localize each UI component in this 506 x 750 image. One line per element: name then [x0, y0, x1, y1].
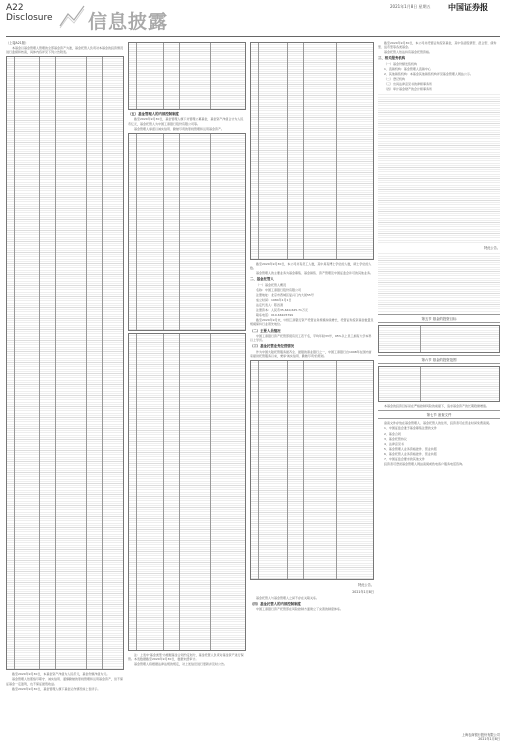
paragraph: 基金管理人承诺以诚实信用、勤勉尽责的原则管理和运用基金资产。 [134, 126, 225, 131]
table-column [210, 134, 245, 330]
fund-table-3 [250, 42, 374, 260]
table-column [251, 43, 258, 259]
table-column [163, 43, 179, 109]
table-column [163, 334, 179, 650]
paragraph: （一）基金份额发售机构 [384, 61, 418, 66]
paragraph: 联系电话：010-66105799 [256, 313, 294, 318]
section-heading: （五）基金管理人的内部控制制度 [128, 112, 179, 116]
section-heading: （四）基金托管人的内部控制制度 [250, 601, 301, 606]
fund-table-1 [6, 56, 124, 670]
section-heading: （二）主要人员情况 [250, 328, 281, 333]
closing-text: 特此公告。 [358, 582, 374, 587]
table-note: 注：上表中'基金类型'为根据基金合同约定划分，基金托管人负责对基金资产进行保管。本表数据截至2020年9月30日，数据未经审计。 [128, 652, 244, 661]
fund-table-2b [128, 133, 246, 331]
list-item: 1、中国证监会准予基金募集注册的文件 [384, 426, 437, 431]
header-divider [6, 36, 500, 37]
paragraph: 截至2020年9月30日，本公司共托管证券投资基金，其中包括股票型、混合型、债券型、货币型等各类基金。 [378, 41, 497, 50]
list-item: 4、法律意见书 [384, 441, 404, 446]
paragraph: 本基金的投资目标是在严格控制风险的前提下，追求基金资产的长期稳健增值。 [384, 404, 490, 409]
table-column [39, 57, 55, 669]
paragraph: 注册地址：北京市西城区复兴门内大街55号 [256, 292, 314, 297]
page-header [0, 0, 506, 40]
section-heading: 三、相关服务机构 [378, 56, 406, 61]
newspaper-name: 中国证券报 [448, 2, 488, 12]
paragraph: 成立时间：1984年1月1日 [256, 297, 292, 302]
table-column [379, 326, 420, 352]
table-column [336, 361, 373, 579]
section-english-name: Disclosure [6, 13, 53, 23]
column-2 [128, 40, 246, 730]
table-column [7, 57, 14, 669]
paragraph: 截至2020年9月末，中国工商银行资产托管业务规模持续增长，托管证券投资基金数量及规模保持行业领先地位。 [250, 318, 374, 327]
table-column [210, 43, 245, 109]
closing-text: 特此公告。 [484, 246, 500, 251]
section-title: 信息披露 [88, 11, 169, 33]
section-heading: （三）基金托管业务经营情况 [250, 344, 295, 349]
paragraph: （二）登记机构 [384, 76, 406, 81]
list-item: 6、基金托管人业务资格批件、营业执照 [384, 451, 437, 456]
table-column [420, 326, 499, 352]
info-table-4b [378, 366, 500, 402]
column-3 [250, 40, 374, 730]
box-title: 第六节 基金的投资范围 [378, 355, 500, 364]
paragraph: 中国工商银行资产托管部在风险控制方面建立了完善的制度体系。 [256, 607, 344, 612]
list-item: 5、基金管理人业务资格批件、营业执照 [384, 446, 437, 451]
table-column [163, 134, 179, 330]
table-column [179, 334, 211, 650]
paragraph: 投资者可登录基金管理人网站查阅或致电客户服务电话咨询。 [384, 462, 466, 467]
paragraph: 基金管理人将根据法律法规的规定，对上述信息进行更新并及时公告。 [134, 661, 228, 666]
section-heading: 二、基金托管人 [250, 277, 274, 282]
table-column [210, 334, 245, 650]
paragraph: 基金托管人与基金管理人之间不存在关联关系。 [256, 595, 320, 600]
section-code: A22 [6, 3, 24, 13]
table-column [129, 334, 136, 650]
table-column [287, 361, 303, 579]
table-column [136, 334, 164, 650]
list-item: 2、基金合同 [384, 431, 401, 436]
table-column [258, 43, 288, 259]
list-item: 7、中国证监会要求的其他文件 [384, 457, 425, 461]
table-column [379, 367, 420, 401]
paragraph: 名称：中国工商银行股份有限公司 [256, 287, 302, 292]
paragraph: 注册资本：人民币35,640,625.71万元 [256, 308, 308, 313]
fund-table-2a [128, 42, 246, 110]
paragraph: （三）出具法律意见书的律师事务所 [384, 82, 433, 87]
table-column [303, 361, 337, 579]
table-column [258, 361, 288, 579]
info-table-4a [378, 325, 500, 353]
list-item: 3、基金托管协议 [384, 436, 407, 441]
table-column [136, 43, 164, 109]
table-column [55, 57, 87, 669]
paragraph: 基金管理人的主要业务为基金募集、基金销售、资产管理及中国证监会许可的其他业务。 [256, 271, 374, 276]
column-4 [378, 40, 500, 730]
paragraph: 1、直销机构：基金管理人直销中心 [384, 66, 431, 71]
column-1 [6, 40, 124, 730]
table-column [179, 134, 211, 330]
section-logo-icon [58, 4, 86, 30]
paragraph: 截至2020年9月30日，本基金资产净值为人民币元，基金份额净值为元。 [12, 672, 110, 677]
paragraph: 中国工商银行资产托管部现有员工若干名，平均年龄33岁，95%以上员工拥有大学本科以上学历。 [250, 333, 372, 343]
footer-company: 上海农商银行股份有限公司 [461, 733, 500, 737]
table-column [129, 43, 136, 109]
paragraph: （四）审计基金财产的会计师事务所 [384, 87, 433, 92]
intro-paragraph: 本基金以基金管理人管理的全部基金资产为准，基金托管人负责对本基金的投资情况进行监督和核查，具体内容详见下列公告附表。 [6, 46, 124, 55]
box-title: 第七节 备查文件 [378, 410, 500, 419]
table-column [336, 43, 373, 259]
footer-signature [378, 733, 500, 741]
paragraph: 截至2020年9月30日，基金管理人旗下共管理公募基金，基金资产净值合计为人民币亿元，基金托管人为中国工商银行股份有限公司等。 [128, 117, 244, 126]
table-column [251, 361, 258, 579]
paragraph: 2、其他销售机构：本基金其他销售机构详见基金管理人网站公示。 [384, 71, 473, 76]
paragraph: 法定代表人：陈四清 [256, 303, 284, 308]
paragraph: 备查文件存放在基金管理人、基金托管人的住所，投资者可在营业时间免费查阅。 [384, 421, 493, 426]
text-block [378, 93, 500, 243]
table-column [287, 43, 303, 259]
table-column [86, 57, 102, 669]
paragraph: 基金托管人依法持有基金托管资格。 [384, 50, 433, 55]
text-block [378, 252, 500, 312]
table-column [136, 134, 164, 330]
footer-date: 2021年1月8日 [478, 737, 500, 741]
paragraph: 截至2020年9月30日，本公司共有员工人数，其中具有博士学位的人数，硕士学位的人数。 [250, 262, 372, 271]
table-column [420, 367, 499, 401]
continuation-note: （上接A21版） [6, 41, 29, 45]
table-column [303, 43, 337, 259]
paragraph: 截至2020年9月30日，基金管理人旗下基金运作情况如上表所示。 [12, 686, 101, 691]
table-column [14, 57, 40, 669]
paragraph: （一）基金托管人概况 [256, 282, 287, 287]
fund-table-2c [128, 333, 246, 651]
table-column [102, 57, 123, 669]
issue-date: 2021年1月8日 星期五 [390, 4, 431, 9]
box-title: 第五节 基金的投资目标 [378, 314, 500, 323]
paragraph: 基金管理人依照恪尽职守、诚实信用、谨慎勤勉的原则管理和运用基金资产，但不保证基金一定盈利，也不保证最低收益。 [6, 677, 124, 686]
table-column [179, 43, 211, 109]
closing-date: 2021年1月8日 [352, 589, 374, 594]
paragraph: 作为中国大陆托管服务最齐全、最强的商业银行之一，中国工商银行自1998年在国内首家提供托管服务以来，秉承'诚实信用、勤勉尽责'的原则。 [250, 349, 372, 358]
table-column [129, 134, 136, 330]
fund-table-3b [250, 360, 374, 580]
